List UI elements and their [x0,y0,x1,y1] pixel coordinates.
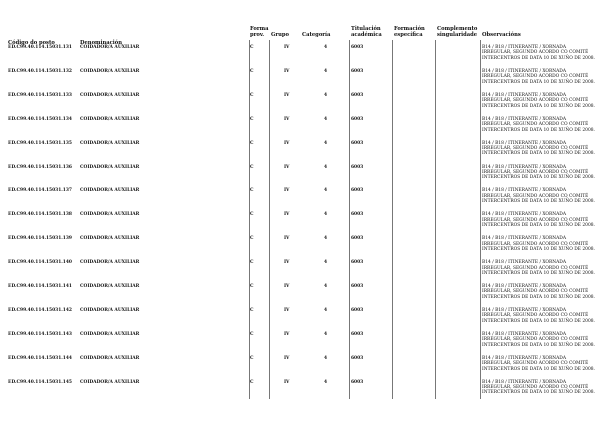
denominacion-cell: COIDADOR/A AUXILIAR [80,331,140,337]
posto-code: ED.C99.40.114.15031.141 [8,284,72,289]
titulacion-cell: 6003 [351,284,364,289]
observacions-line: INTERCENTROS DE DATA 10 DE XUÑO DE 2008. [482,318,595,324]
observacions-cell [482,212,606,228]
observacions-line: IRREGULAR, SEGUNDO ACORDO CO COMITÉ [482,241,589,247]
observacions-line: IRREGULAR, SEGUNDO ACORDO CO COMITÉ [482,289,589,295]
forma-prov-cell: C [250,331,254,337]
titulacion-cell: 6003 [351,331,364,337]
observacions-line: B14 / B18 / ITINERANTE / XORNADA [482,212,566,218]
categoria-cell: 4 [324,116,328,122]
observacions-line: INTERCENTROS DE DATA 10 DE XUÑO DE 2008. [482,294,595,300]
observacions-line: INTERCENTROS DE DATA 10 DE XUÑO DE 2008. [482,103,595,109]
observacions-line: B14 / B18 / ITINERANTE / XORNADA [482,379,566,385]
grupo-cell: IV [284,140,290,146]
denominacion-cell: COIDADOR/A AUXILIAR [80,116,140,122]
categoria-cell: 4 [324,331,328,337]
table-row [0,380,615,404]
categoria-cell: 4 [324,284,328,289]
denominacion-cell: COIDADOR/A AUXILIAR [80,260,140,266]
observacions-line: INTERCENTROS DE DATA 10 DE XUÑO DE 2008. [482,127,595,133]
categoria-cell: 4 [324,212,328,218]
categoria-cell: 4 [324,260,328,266]
forma-prov-cell: C [250,164,254,170]
posto-code: ED.C99.40.114.15031.140 [8,260,72,266]
table-row [0,93,615,117]
grupo-cell: IV [284,236,290,242]
posto-code: ED.C99.40.114.15031.143 [8,331,72,337]
observacions-line: B14 / B18 / ITINERANTE / XORNADA [482,260,566,266]
header-grupo [271,32,289,38]
observacions-line: IRREGULAR, SEGUNDO ACORDO CO COMITÉ [482,193,589,199]
observacions-line: INTERCENTROS DE DATA 10 DE XUÑO DE 2008. [482,390,595,396]
forma-prov-cell: C [250,284,254,289]
observacions-cell [482,236,606,252]
observacions-line: B14 / B18 / ITINERANTE / XORNADA [482,45,566,50]
table-row [0,141,615,165]
observacions-line: IRREGULAR, SEGUNDO ACORDO CO COMITÉ [482,361,589,367]
grupo-cell: IV [284,260,290,266]
header-formacion-line-2: específica [394,32,423,38]
forma-prov-cell: C [250,116,254,122]
grupo-cell: IV [284,212,290,218]
denominacion-cell: COIDADOR/A AUXILIAR [80,355,140,361]
observacions-cell [482,380,606,396]
observacions-line: INTERCENTROS DE DATA 10 DE XUÑO DE 2008. [482,223,595,229]
observacions-line: IRREGULAR, SEGUNDO ACORDO CO COMITÉ [482,74,589,80]
categoria-cell: 4 [324,355,328,361]
observacions-cell [482,117,606,133]
forma-prov-cell: C [250,212,254,218]
categoria-cell: 4 [324,140,328,146]
observacions-line: INTERCENTROS DE DATA 10 DE XUÑO DE 2008. [482,151,595,157]
denominacion-cell: COIDADOR/A AUXILIAR [80,188,140,194]
grupo-cell: IV [284,307,290,313]
categoria-cell: 4 [324,188,328,194]
table-row [0,332,615,356]
denominacion-cell: COIDADOR/A AUXILIAR [80,92,140,98]
observacions-cell [482,356,606,372]
posto-code: ED.C99.40.114.15031.136 [8,164,72,170]
forma-prov-cell: C [250,236,254,242]
categoria-cell: 4 [324,236,328,242]
titulacion-cell: 6003 [351,92,364,98]
observacions-line: B14 / B18 / ITINERANTE / XORNADA [482,284,566,289]
observacions-line: B14 / B18 / ITINERANTE / XORNADA [482,331,566,337]
observacions-line: IRREGULAR, SEGUNDO ACORDO CO COMITÉ [482,313,589,319]
header-categoria-line: Categoría [302,32,331,38]
observacions-cell [482,141,606,157]
observacions-line: INTERCENTROS DE DATA 10 DE XUÑO DE 2008. [482,55,595,61]
forma-prov-cell: C [250,260,254,266]
denominacion-cell: COIDADOR/A AUXILIAR [80,164,140,170]
header-titulacion [351,26,382,38]
header-categoria [302,32,330,38]
header-forma-line-2: prov. [250,32,265,38]
categoria-cell: 4 [324,379,328,385]
observacions-line: INTERCENTROS DE DATA 10 DE XUÑO DE 2008. [482,199,595,205]
posto-code: ED.C99.40.114.15031.133 [8,92,72,98]
forma-prov-cell: C [250,379,254,385]
observacions-line: IRREGULAR, SEGUNDO ACORDO CO COMITÉ [482,146,589,151]
observacions-line: B14 / B18 / ITINERANTE / XORNADA [482,140,566,146]
grupo-cell: IV [284,68,290,74]
categoria-cell: 4 [324,307,328,313]
denominacion-cell: COIDADOR/A AUXILIAR [80,284,140,289]
forma-prov-cell: C [250,355,254,361]
grupo-cell: IV [284,284,290,289]
grupo-cell: IV [284,164,290,170]
table-row [0,212,615,236]
titulacion-cell: 6003 [351,355,364,361]
forma-prov-cell: C [250,307,254,313]
header-complemento [437,26,477,38]
observacions-line: IRREGULAR, SEGUNDO ACORDO CO COMITÉ [482,337,589,343]
observacions-line: INTERCENTROS DE DATA 10 DE XUÑO DE 2008. [482,79,595,85]
header-codigo-line: Código do posto [8,40,55,46]
header-observacions-line: Observacións [482,32,521,38]
observacions-cell [482,260,606,276]
denominacion-cell: COIDADOR/A AUXILIAR [80,307,140,313]
titulacion-cell: 6003 [351,116,364,122]
observacions-line: INTERCENTROS DE DATA 10 DE XUÑO DE 2008. [482,342,595,348]
observacions-cell [482,284,606,300]
posto-code: ED.C99.40.114.15031.135 [8,140,72,146]
denominacion-cell: COIDADOR/A AUXILIAR [80,236,140,242]
header-complemento-line-2: singularidade [437,32,478,38]
observacions-line: B14 / B18 / ITINERANTE / XORNADA [482,355,566,361]
grupo-cell: IV [284,116,290,122]
grupo-cell: IV [284,92,290,98]
observacions-line: IRREGULAR, SEGUNDO ACORDO CO COMITÉ [482,122,589,128]
observacions-line: INTERCENTROS DE DATA 10 DE XUÑO DE 2008. [482,270,595,276]
forma-prov-cell: C [250,92,254,98]
titulacion-cell: 6003 [351,260,364,266]
observacions-line: IRREGULAR, SEGUNDO ACORDO CO COMITÉ [482,169,589,175]
observacions-line: IRREGULAR, SEGUNDO ACORDO CO COMITÉ [482,50,589,56]
forma-prov-cell: C [250,140,254,146]
table-row [0,260,615,284]
table-row [0,236,615,260]
denominacion-cell: COIDADOR/A AUXILIAR [80,68,140,74]
header-observacions [482,32,521,38]
observacions-line: IRREGULAR, SEGUNDO ACORDO CO COMITÉ [482,98,589,104]
table-row [0,188,615,212]
observacions-line: IRREGULAR, SEGUNDO ACORDO CO COMITÉ [482,265,589,271]
denominacion-cell: COIDADOR/A AUXILIAR [80,45,140,50]
grupo-cell: IV [284,188,290,194]
forma-prov-cell: C [250,45,254,50]
header-titulacion-line-2: académica [351,32,382,38]
header-denominacion-line: Denominación [80,40,122,46]
posto-code: ED.C99.40.114.15031.138 [8,212,72,218]
observacions-cell [482,332,606,348]
header-forma-prov [250,26,268,38]
forma-prov-cell: C [250,188,254,194]
grupo-cell: IV [284,355,290,361]
posto-code: ED.C99.40.114.15031.134 [8,116,72,122]
observacions-cell [482,308,606,324]
posto-code: ED.C99.40.114.15031.139 [8,236,72,242]
titulacion-cell: 6003 [351,68,364,74]
table-row [0,284,615,308]
titulacion-cell: 6003 [351,212,364,218]
observacions-line: B14 / B18 / ITINERANTE / XORNADA [482,164,566,170]
table-row [0,308,615,332]
denominacion-cell: COIDADOR/A AUXILIAR [80,140,140,146]
grupo-cell: IV [284,331,290,337]
categoria-cell: 4 [324,45,328,50]
posto-code: ED.C99.40.114.15031.131 [8,45,72,50]
table-row [0,165,615,189]
observacions-line: IRREGULAR, SEGUNDO ACORDO CO COMITÉ [482,385,589,390]
titulacion-cell: 6003 [351,307,364,313]
observacions-line: B14 / B18 / ITINERANTE / XORNADA [482,116,566,122]
table-row [0,117,615,141]
observacions-cell [482,93,606,109]
categoria-cell: 4 [324,68,328,74]
observacions-line: B14 / B18 / ITINERANTE / XORNADA [482,236,566,242]
titulacion-cell: 6003 [351,379,364,385]
titulacion-cell: 6003 [351,45,364,50]
posto-code: ED.C99.40.114.15031.145 [8,379,72,385]
denominacion-cell: COIDADOR/A AUXILIAR [80,379,140,385]
observacions-line: INTERCENTROS DE DATA 10 DE XUÑO DE 2008. [482,175,595,181]
posto-code: ED.C99.40.114.15031.137 [8,188,72,194]
grupo-cell: IV [284,45,290,50]
header-forma-line-1: Forma [250,26,269,32]
observacions-cell [482,45,606,61]
observacions-line: IRREGULAR, SEGUNDO ACORDO CO COMITÉ [482,217,589,223]
observacions-line: B14 / B18 / ITINERANTE / XORNADA [482,92,566,98]
table-row [0,356,615,380]
posto-code: ED.C99.40.114.15031.144 [8,355,72,361]
header-grupo-line: Grupo [271,32,290,38]
forma-prov-cell: C [250,68,254,74]
observacions-line: B14 / B18 / ITINERANTE / XORNADA [482,68,566,74]
titulacion-cell: 6003 [351,188,364,194]
categoria-cell: 4 [324,164,328,170]
observacions-line: INTERCENTROS DE DATA 10 DE XUÑO DE 2008. [482,247,595,252]
posto-code: ED.C99.40.114.15031.132 [8,68,72,74]
observacions-cell [482,165,606,181]
table-row [0,69,615,93]
observacions-line: B14 / B18 / ITINERANTE / XORNADA [482,188,566,194]
observacions-cell [482,188,606,204]
posto-code: ED.C99.40.114.15031.142 [8,307,72,313]
observacions-line: B14 / B18 / ITINERANTE / XORNADA [482,307,566,313]
titulacion-cell: 6003 [351,164,364,170]
observacions-line: INTERCENTROS DE DATA 10 DE XUÑO DE 2008. [482,366,595,372]
categoria-cell: 4 [324,92,328,98]
titulacion-cell: 6003 [351,140,364,146]
header-formacion [394,26,425,38]
titulacion-cell: 6003 [351,236,364,242]
header-formacion-line-1: Formación [394,26,425,32]
observacions-cell [482,69,606,85]
header-titulacion-line-1: Titulación [351,26,381,32]
denominacion-cell: COIDADOR/A AUXILIAR [80,212,140,218]
grupo-cell: IV [284,379,290,385]
header-complemento-line-1: Complemento [437,26,478,32]
table-row [0,45,615,69]
